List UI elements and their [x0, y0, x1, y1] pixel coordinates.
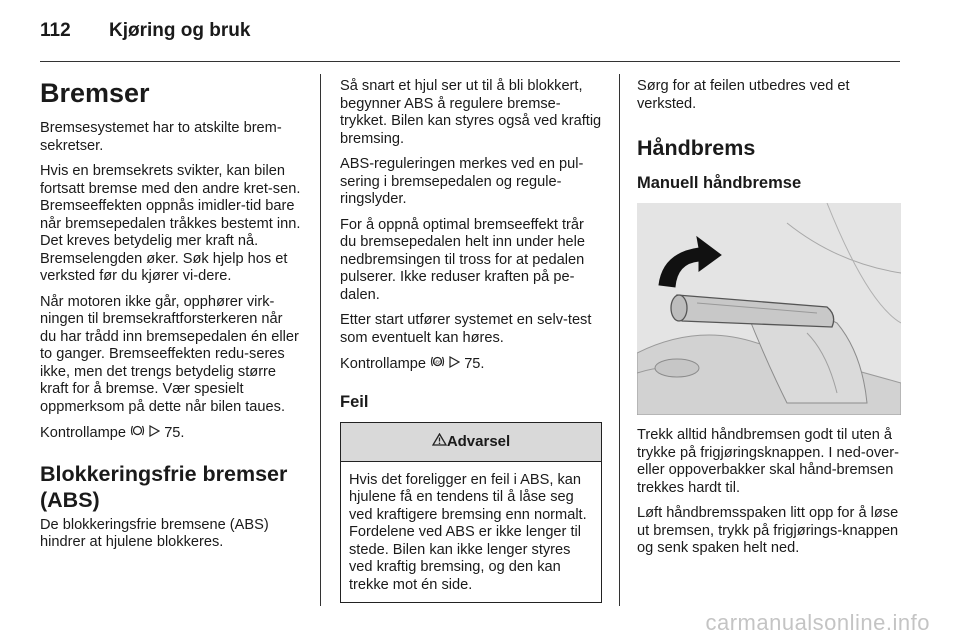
paragraph: Etter start utfører systemet en selv-test som eventuelt kan høres. — [340, 312, 592, 346]
page-reference-arrow-icon — [149, 425, 160, 443]
paragraph: Når motoren ikke går, opphører virk-ningen til bremsekraftforsterkeren når du har trådd inn bremsepedalen én eller to ganger. Bremseeffekten redu-seres ikke, men det trengs betydelig større kraft for å bremse. Vær spesielt oppmerksom på dette når bilen taues. — [40, 293, 299, 415]
handbrake-illustration — [637, 203, 901, 415]
page-header — [40, 14, 900, 48]
subheading-manual-handbrake: Manuell håndbremse — [637, 174, 802, 192]
paragraph: Så snart et hjul ser ut til å bli blokkert, begynner ABS å regulere bremse-trykket. Bilen kan styres også ved kraftig bremsing. — [340, 78, 602, 147]
paragraph: Sørg for at feilen utbedres ved et verksted. — [637, 78, 850, 112]
paragraph: Hvis en bremsekrets svikter, kan bilen fortsatt bremse med den andre kret-sen. Bremseeffekten oppnås imidler-tid bare når bremsepedalen tråkkes bestemt inn. Det kreves betydelig mer kraft nå. Bremselengden øker. Søk hjelp hos et verksted før du kjører vi-dere. — [40, 163, 301, 284]
column-divider — [320, 74, 321, 606]
column-1 — [40, 78, 302, 560]
page-reference: 75. — [464, 356, 485, 372]
chapter-title: Kjøring og bruk — [109, 20, 251, 41]
column-2 — [340, 78, 602, 603]
abs-warning-icon — [430, 355, 445, 374]
warning-header — [341, 423, 601, 462]
paragraph: Bremsesystemet har to atskilte brem-sekretser. — [40, 120, 282, 154]
control-lamp-label: Kontrollampe — [340, 356, 426, 372]
control-lamp-label: Kontrollampe — [40, 425, 126, 441]
svg-text:ABS: ABS — [433, 359, 443, 365]
page-reference: 75. — [164, 425, 185, 441]
warning-title: Advarsel — [446, 432, 511, 450]
section-heading-brakes: Bremser — [40, 78, 150, 108]
control-lamp-ref — [340, 355, 602, 374]
watermark: carmanualsonline.info — [705, 610, 930, 635]
page-reference-arrow-icon — [449, 356, 460, 374]
page-number: 112 — [40, 20, 71, 41]
column-divider — [619, 74, 620, 606]
section-heading-abs: Blokkeringsfrie bremser (ABS) — [40, 461, 288, 512]
paragraph: For å oppnå optimal bremseeffekt trår du bremsepedalen helt inn under hele nedbremsingen til tross for at pedalen pulserer. Ikke reduser kraften på pe-dalen. — [340, 216, 586, 303]
column-3 — [637, 78, 901, 566]
section-heading-handbrake: Håndbrems — [637, 136, 756, 160]
paragraph: Løft håndbremsspaken litt opp for å løse ut bremsen, trykk på frigjørings-knappen og senk spaken helt ned. — [637, 505, 899, 556]
paragraph: Trekk alltid håndbremsen godt til uten å trykke på frigjøringsknappen. I ned-over- eller oppoverbakker skal hånd-bremsen trekkes hardt til. — [637, 427, 899, 496]
paragraph: De blokkeringsfrie bremsene (ABS) hindrer at hjulene blokkeres. — [40, 516, 269, 550]
warning-triangle-icon — [432, 423, 447, 461]
paragraph: ABS-reguleringen merkes ved en pul-sering i bremsepedalen og regule-ringslyder. — [340, 156, 584, 207]
warning-body: Hvis det foreligger en feil i ABS, kan hjulene få en tendens til å låse seg ved kraftigere bremsing enn normalt. Fordelene ved ABS er ikke lenger til stede. Bilen kan ikke lenger styres ved kraftig bremsing, og den kan trekke mot én side. — [349, 471, 587, 593]
section-heading-fault: Feil — [340, 392, 369, 411]
control-lamp-ref — [40, 424, 302, 443]
warning-box — [340, 422, 602, 604]
header-rule — [40, 61, 900, 62]
brake-warning-icon — [130, 424, 145, 443]
